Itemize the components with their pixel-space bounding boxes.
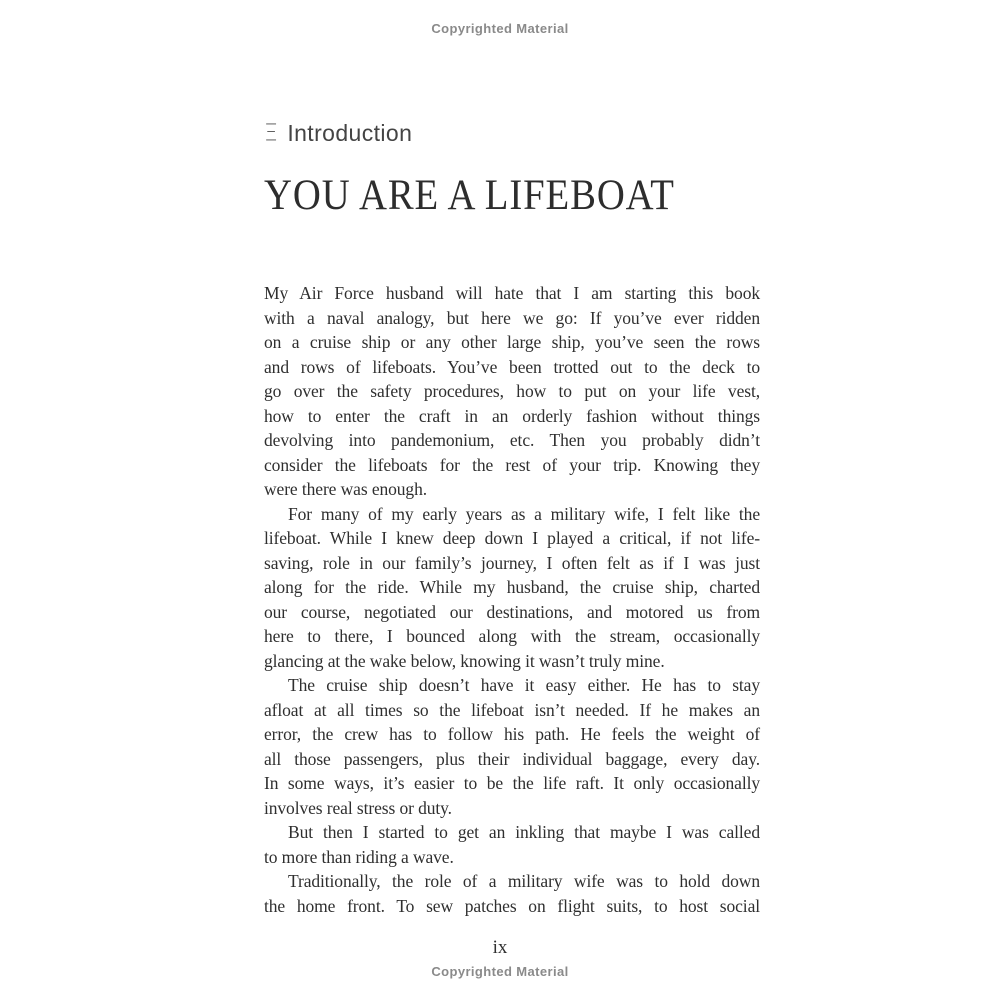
text-line: and rows of lifeboats. You’ve been trotted out to the deck to bbox=[264, 356, 760, 377]
text-line: For many of my early years as a military wife, I felt like the bbox=[288, 503, 760, 524]
text-line: lifeboat. While I knew deep down I played a critical, if not life- bbox=[264, 528, 760, 548]
copyright-notice-bottom: Copyrighted Material bbox=[431, 964, 569, 979]
paragraph bbox=[264, 502, 760, 674]
kicker-label: Introduction bbox=[287, 120, 413, 146]
text-line: our course, negotiated our destinations, and motored us from bbox=[264, 601, 760, 622]
body-text bbox=[264, 281, 760, 918]
text-line: with a naval analogy, but here we go: If you’ve ever ridden bbox=[264, 307, 760, 328]
text-line: how to enter the craft in an orderly fashion without things bbox=[264, 405, 760, 426]
page-number: ix bbox=[492, 937, 508, 958]
text-line: saving, role in our family’s journey, I often felt as if I was just bbox=[264, 552, 760, 573]
text-line: But then I started to get an inkling that maybe I was called bbox=[288, 822, 760, 842]
text-line: error, the crew has to follow his path. He feels the weight of bbox=[264, 724, 760, 744]
text-line: glancing at the wake below, knowing it wasn’t truly mine. bbox=[264, 650, 665, 671]
text-line: to more than riding a wave. bbox=[264, 846, 454, 867]
text-line: here to there, I bounced along with the stream, occasionally bbox=[264, 626, 760, 646]
paragraph bbox=[264, 281, 760, 502]
text-line: along for the ride. While my husband, the cruise ship, charted bbox=[264, 577, 760, 597]
text-line: In some ways, it’s easier to be the life raft. It only occasionally bbox=[264, 773, 760, 793]
text-line: consider the lifeboats for the rest of your trip. Knowing they bbox=[264, 454, 760, 475]
paragraph bbox=[264, 820, 760, 869]
text-line: the home front. To sew patches on flight suits, to host social bbox=[264, 895, 760, 916]
text-line: Traditionally, the role of a military wife was to hold down bbox=[288, 871, 760, 891]
text-line: were there was enough. bbox=[264, 479, 428, 499]
text-line: My Air Force husband will hate that I am starting this book bbox=[264, 283, 760, 303]
text-line: The cruise ship doesn’t have it easy either. He has to stay bbox=[288, 675, 760, 695]
copyright-notice-top: Copyrighted Material bbox=[431, 21, 569, 36]
text-line: devolving into pandemonium, etc. Then you probably didn’t bbox=[264, 430, 760, 450]
text-line: involves real stress or duty. bbox=[264, 797, 452, 818]
section-kicker bbox=[264, 120, 412, 147]
paragraph bbox=[264, 869, 760, 918]
xi-icon: Ξ bbox=[264, 119, 279, 147]
text-line: all those passengers, plus their individual baggage, every day. bbox=[264, 748, 760, 769]
text-line: afloat at all times so the lifeboat isn’t needed. If he makes an bbox=[264, 699, 760, 720]
text-line: on a cruise ship or any other large ship, you’ve seen the rows bbox=[264, 332, 760, 352]
paragraph bbox=[264, 673, 760, 820]
chapter-title: YOU ARE A LIFEBOAT bbox=[264, 172, 675, 219]
text-line: go over the safety procedures, how to put on your life vest, bbox=[264, 381, 760, 401]
